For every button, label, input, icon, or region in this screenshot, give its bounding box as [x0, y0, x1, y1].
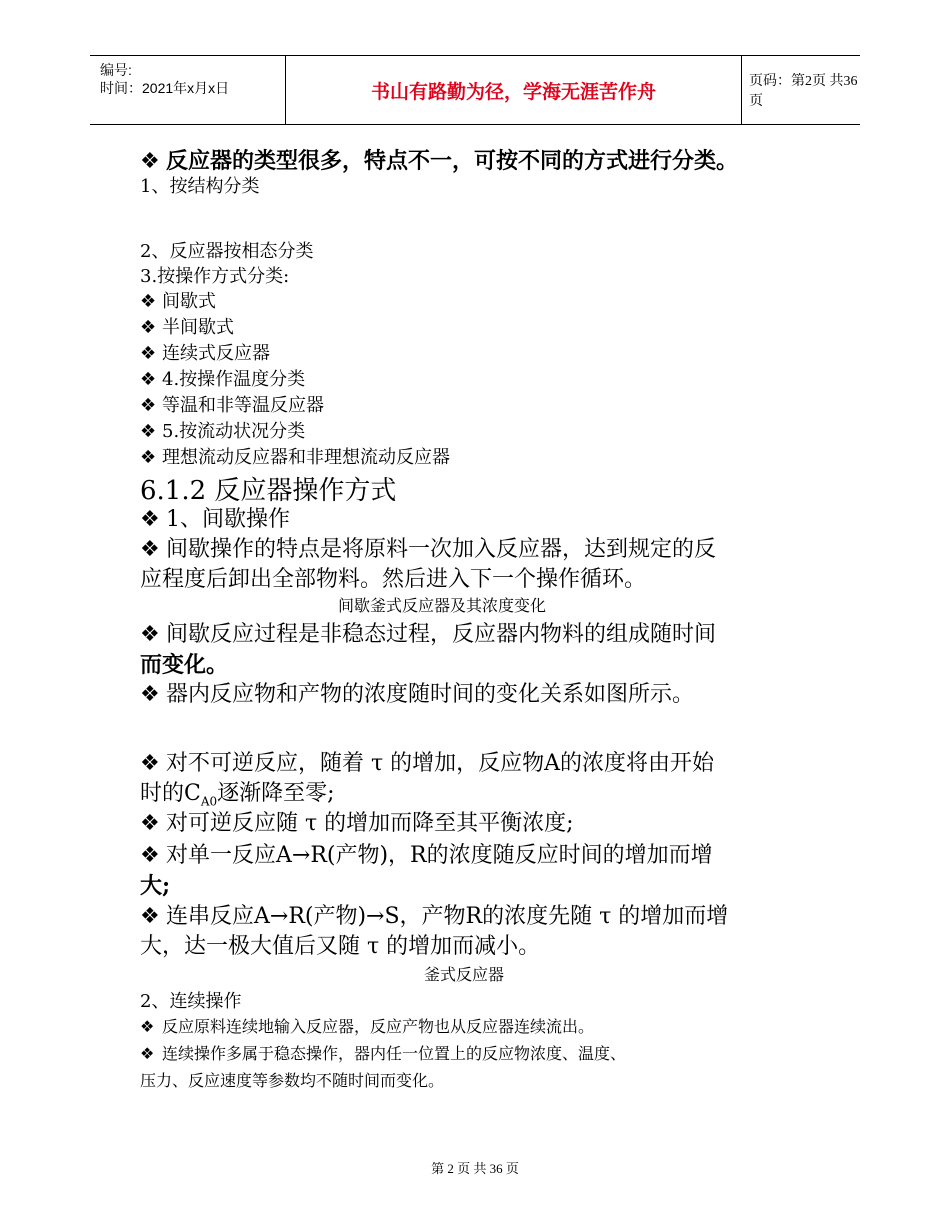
diamond-bullet-icon: ❖	[140, 507, 160, 532]
diamond-bullet-icon: ❖	[140, 537, 160, 562]
diamond-bullet-icon: ❖	[140, 291, 157, 312]
list-item: ❖ 理想流动反应器和非理想流动反应器	[140, 447, 450, 468]
list-item: ❖ 间歇式	[140, 291, 216, 312]
paragraph-line: ❖ 反应原料连续地输入反应器，反应产物也从反应器连续流出。	[140, 1017, 595, 1036]
classify-structure: 1、按结构分类	[140, 176, 260, 197]
paragraph-line: 而变化。	[140, 652, 229, 678]
list-item: ❖ 连续式反应器	[140, 343, 270, 364]
paragraph-line: ❖ 间歇操作的特点是将原料一次加入反应器，达到规定的反	[140, 537, 717, 562]
time-label: 时间：2021年x月x日	[100, 80, 230, 96]
number-label: 编号:	[100, 62, 132, 78]
paragraph-line: ❖ 对不可逆反应，随着 τ 的增加，反应物A的浓度将由开始	[140, 751, 715, 776]
diamond-bullet-icon: ❖	[140, 751, 160, 776]
paragraph-line: ❖ 连续操作多属于稳态操作，器内任一位置上的反应物浓度、温度、	[140, 1044, 627, 1063]
list-item: ❖ 5.按流动状况分类	[140, 421, 306, 442]
diamond-bullet-icon: ❖	[140, 421, 157, 442]
diamond-bullet-icon: ❖	[140, 447, 157, 468]
batch-operation-title: ❖ 1、间歇操作	[140, 507, 290, 532]
diamond-bullet-icon: ❖	[140, 317, 157, 338]
paragraph-line: ❖ 连串反应A→R(产物)→S，产物R的浓度先随 τ 的增加而增	[140, 904, 729, 929]
paragraph-line: 压力、反应速度等参数均不随时间而变化。	[140, 1071, 445, 1090]
continuous-operation-title: 2、连续操作	[140, 991, 242, 1012]
paragraph-line: 时的$C_{A0}$逐渐降至零;	[140, 781, 335, 809]
classify-operation: 3.按操作方式分类:	[140, 266, 290, 287]
paragraph-line: ❖ 对可逆反应随 τ 的增加而降至其平衡浓度;	[140, 811, 574, 836]
paragraph-line: 大，达一极大值后又随 τ 的增加而减小。	[140, 934, 541, 959]
subscript-a0: A0	[200, 794, 218, 809]
intro-line: ❖ 反应器的类型很多，特点不一，可按不同的方式进行分类。	[140, 148, 739, 174]
list-item: ❖ 等温和非等温反应器	[140, 395, 324, 416]
paragraph-line: ❖ 器内反应物和产物的浓度随时间的变化关系如图所示。	[140, 682, 695, 707]
diamond-bullet-icon: ❖	[140, 149, 160, 174]
figure-caption: 间歇釜式反应器及其浓度变化	[338, 596, 547, 615]
document-header	[90, 55, 860, 125]
paragraph-line: 大;	[140, 873, 171, 899]
header-meta-cell	[90, 56, 285, 124]
paragraph-line: 应程度后卸出全部物料。然后进入下一个操作循环。	[140, 567, 647, 592]
diamond-bullet-icon: ❖	[140, 904, 160, 929]
diamond-bullet-icon: ❖	[140, 622, 160, 647]
diamond-bullet-icon: ❖	[140, 1044, 155, 1063]
classify-phase: 2、反应器按相态分类	[140, 241, 314, 262]
diamond-bullet-icon: ❖	[140, 395, 157, 416]
paragraph-line: ❖ 间歇反应过程是非稳态过程，反应器内物料的组成随时间	[140, 622, 717, 647]
header-motto-cell	[285, 56, 742, 124]
list-item: ❖ 半间歇式	[140, 317, 234, 338]
diamond-bullet-icon: ❖	[140, 682, 160, 707]
diamond-bullet-icon: ❖	[140, 1017, 155, 1036]
section-heading: 6.1.2 反应器操作方式	[140, 476, 397, 506]
diamond-bullet-icon: ❖	[140, 369, 157, 390]
paragraph-line: ❖ 对单一反应A→R(产物)，R的浓度随反应时间的增加而增	[140, 843, 713, 868]
page-footer: 第 2 页 共 36 页	[431, 1161, 519, 1176]
diamond-bullet-icon: ❖	[140, 843, 160, 868]
diamond-bullet-icon: ❖	[140, 343, 157, 364]
header-page-info: 页码：第2页 共36页	[749, 74, 858, 109]
header-page-cell	[741, 56, 860, 124]
diamond-bullet-icon: ❖	[140, 811, 160, 836]
list-item: ❖ 4.按操作温度分类	[140, 369, 306, 390]
figure-caption: 釜式反应器	[424, 965, 505, 984]
header-motto: 书山有路勤为径，学海无涯苦作舟	[370, 81, 656, 103]
